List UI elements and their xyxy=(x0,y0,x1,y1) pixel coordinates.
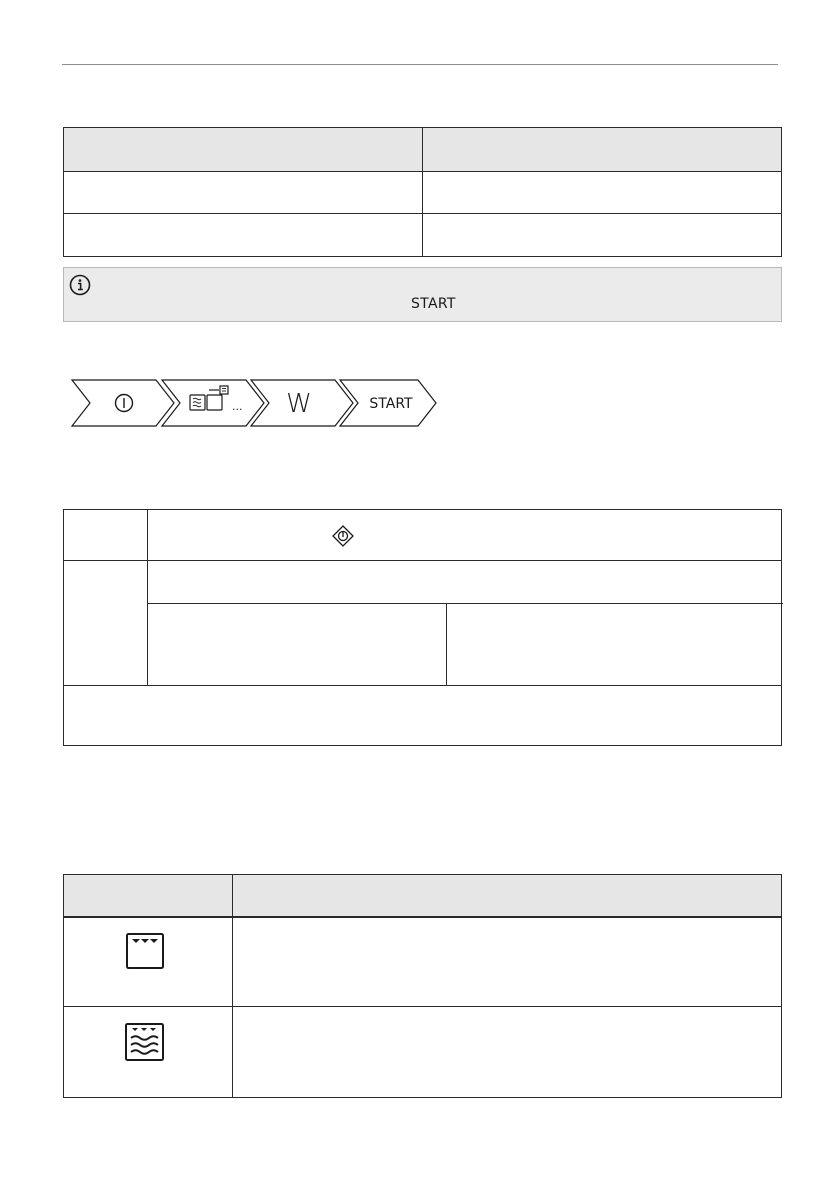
row-divider xyxy=(64,685,781,686)
start-diamond-icon xyxy=(331,524,355,548)
header-rule xyxy=(62,64,778,65)
flow-w-label: W xyxy=(286,389,312,419)
row-divider xyxy=(64,560,781,561)
column-divider xyxy=(232,875,233,1097)
flow-step-mode xyxy=(162,380,264,426)
info-icon xyxy=(69,274,91,296)
table-1 xyxy=(63,127,782,257)
info-note xyxy=(63,267,782,322)
table-header xyxy=(64,875,781,918)
flow-step-power xyxy=(72,380,174,426)
microwave-oven-icon xyxy=(124,1022,168,1064)
step-flow xyxy=(70,377,440,429)
flow-ellipsis: ... xyxy=(232,400,243,413)
top-heat-oven-icon xyxy=(125,932,167,972)
row-divider xyxy=(64,1006,781,1007)
table-2 xyxy=(63,509,782,746)
column-divider xyxy=(446,603,447,685)
column-divider xyxy=(147,510,148,685)
flow-start-label: START xyxy=(369,396,413,412)
table-3 xyxy=(63,874,782,1098)
column-divider xyxy=(422,128,423,256)
row-divider xyxy=(147,603,783,604)
note-start-label: START xyxy=(411,296,456,312)
